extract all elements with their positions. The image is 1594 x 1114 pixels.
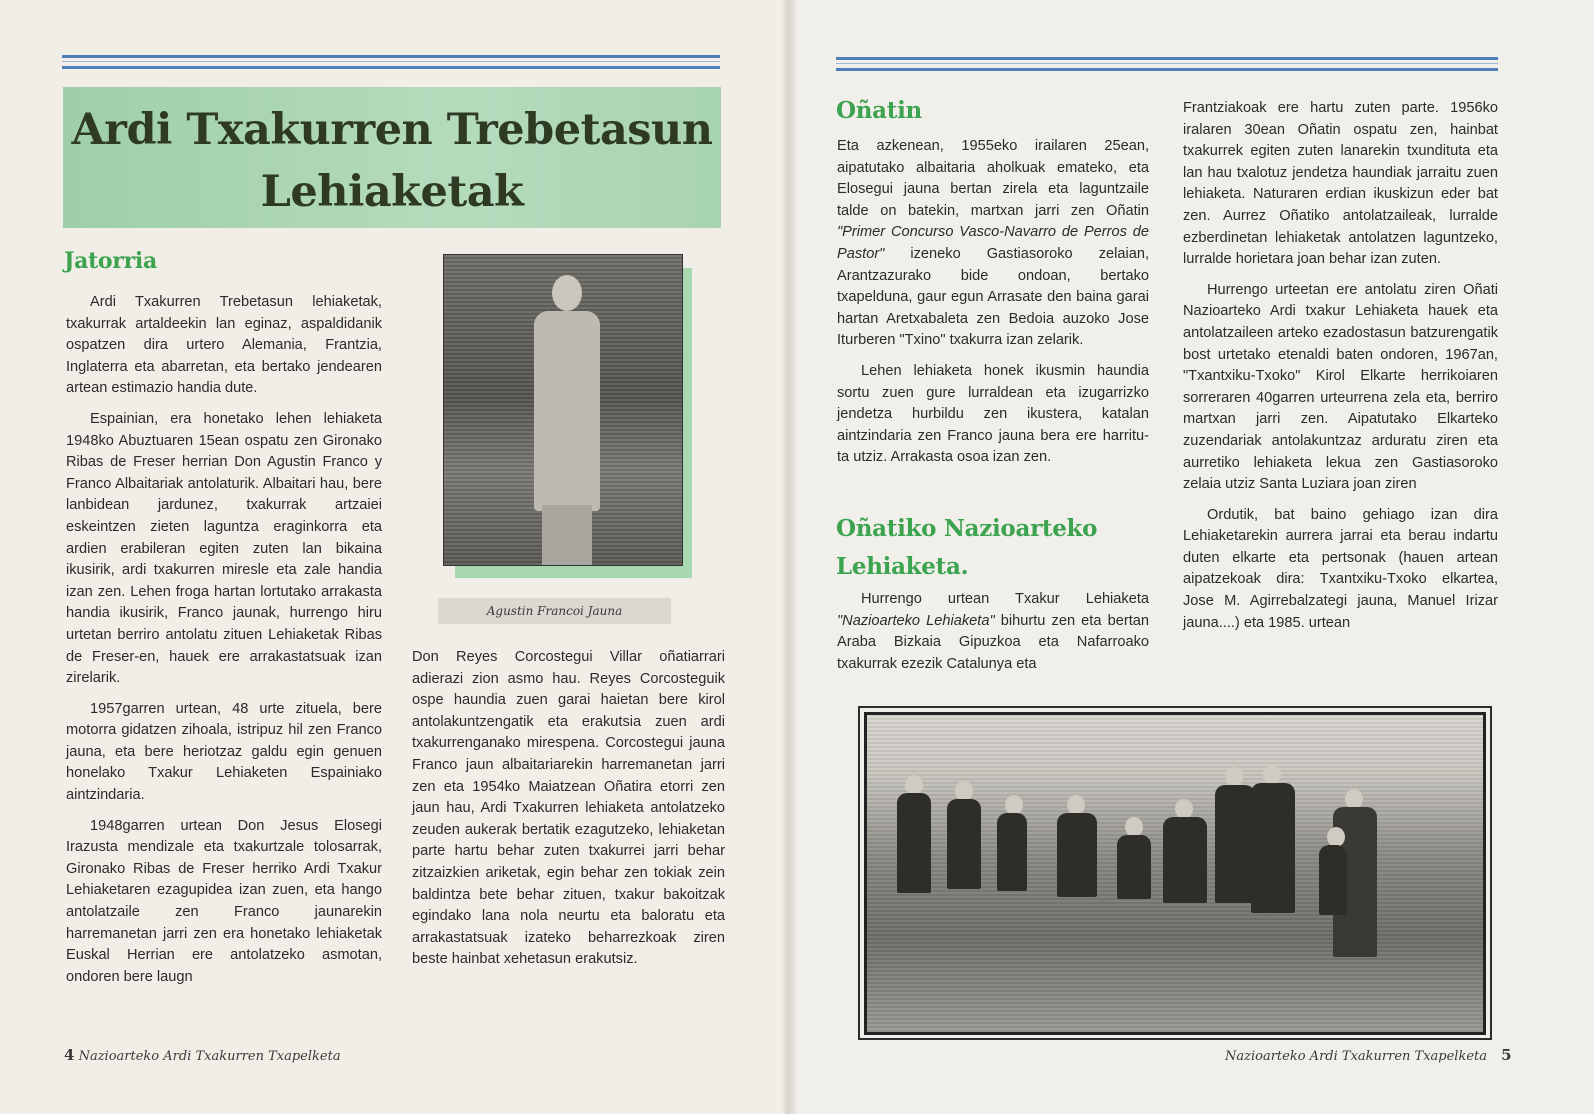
title-box [63,87,721,228]
paragraph: Ordutik, bat baino gehiago izan dira Lehiaketarekin aurrera jarrai eta berau indartu duten elkarte eta pertsonak (hauen artean aipatzekoak dira: Txantxiku-Txoko elkartea, Jose M. Agirrebalzategi jauna, Manuel Irizar jauna....) eta 1985. urtean [1183,506,1498,631]
paragraph: Espainian, era honetako lehen lehiaketa 1948ko Abuztuaren 15ean ospatu zen Gironako Ribas de Freser herrian Don Agustin Franco y Franco Albaitariak antolaturik. Albaitari hau, bere lanbidean jardunez, txakurrak artzaiei eskeintzen zieten laguntza eraginkorra eta ardien erabileran egiten zuten lan bikaina ikusirik, ardi txakurren miresle eta zale handia izan zen. Lehen froga hartan lortutako arrakasta handia ikusirik, Franco jaunak, hurrengo hiru urtetan berriro antolatu zituen Lehiaketak Ribas de Freser-en, hauek ere arrakastatsuak izan zirelarik. [66,410,382,687]
section-heading-jatorria: Jatorria [64,248,157,274]
page-number: 4 [64,1046,75,1064]
page-number: 5 [1501,1046,1512,1064]
paragraph: Eta azkenean, 1955eko irailaren 25ean, aipatutako albaitaria aholkuak emateko, eta Elosegui jauna bertan zirela eta laguntzaile talde on batekin, martxan jarri zen Oñatin "Primer Concurso Vasco-Navarro de Perros de Pastor" izeneko Gastiasoroko zelaian, Arantzazurako bide ondoan, bertako txapelduna, gaur egun Arrasate den baina garai hartan Aretxabaleta zen Bedoia auzoko Jose Iturberen "Txino" txakurra izan zelarik. [837,138,1149,349]
right-column-2 [1183,98,1498,643]
paragraph: Don Reyes Corcostegui Villar oñatiarrari adierazi zion asmo hau. Reyes Corcosteguik ospe haundia zuen garai haietan bere kirol antolakuntzengatik eta erakutsia zuen ardi txakurrenganako mirespena. Corcostegui jauna Franco jaun albaitariarekin harremanetan jarri zen eta 1954ko Maiatzean Oñatira etorri zen jaun hau, Ardi Txakurren lehiaketa antolatzeko zeuden aukerak bertatik ezagutzeko, lehiaketan parte hartu behar zuten txakurrei jarri behar zitzaizkien ariketak, egin behar zen tokiak zein baldintza bete behar zituen, txakur bakoitzak egindako lana nola neurtu eta baloratu eta arrakastatsuak izateko beharrezkoak ziren beste hainbat xehetasun erakutsiz. [412,649,725,968]
portrait-figure [530,275,604,565]
right-column-1b [837,589,1149,684]
right-column-1 [837,136,1149,478]
paragraph: Ardi Txakurren Trebetasun lehiaketak, txakurrak artaldeekin lan eginaz, aspaldidanik ospatzen dira urtero Alemania, Frantzia, Inglaterra eta abarretan, eta bertako jendearen artean estimazio handia dute. [66,294,382,397]
page-spine [782,0,796,1114]
paragraph: 1948garren urtean Don Jesus Elosegi Irazusta mendizale eta txakurtzale tolosarrak, Gironako Ribas de Freser herriko Ardi Txakur Lehiaketaren ezagupidea izan zuen, eta hango antolatzaile zen Franco jaunarekin harremanetan jarri zen era honetako lehiaketak Euskal Herrian ere antolatzeko asmotan, ondoren bere laugn [66,817,382,985]
portrait-photo [443,254,683,566]
footer-right [1225,1046,1512,1064]
paragraph: Lehen lehiaketa honek ikusmin haundia sortu zuen gure lurraldean eta izugarrizko jendetza hurbildu zen ikustera, katalan aintzindaria zen Franco jauna bera ere harritu-ta utziz. Arrakasta osoa izan zen. [837,362,1149,466]
paragraph: Frantziakoak ere hartu zuten parte. 1956ko iralaren 30ean Oñatin ospatu zen, hainbat txakurrek egiten zuten lanarekin txundituta eta lan hau txalotuz jendetza haundiak jarraitu zuen lehiaketa. Naturaren erdian ikuskizun eder bat zen. Aurrez Oñatiko antolatzaileak, lurralde ezberdinetan lehiaketak antolatzen laguntzeko, lurralde horietara joan behar izan zuten. [1183,100,1498,268]
paragraph: Hurrengo urteetan ere antolatu ziren Oñati Nazioarteko Ardi txakur Lehiaketa hauek eta antolatzaileen arteko ezadostasun batzurengatik bost urtetako etenaldi baten ondoren, 1967an, "Txantxiku-Txoko" Kirol Elkarte herrikoiaren sorreraren 40garren urteurrena zela eta, berriro martxan jarri zen. Aipatutako Elkarteko zuzendariak antolakuntzaz arduratu ziren eta aurretiko lehiaketa lekua zen Gastiasoroko zelaia utziz Santa Luziara joan ziren [1183,281,1498,493]
paragraph: 1957garren urtean, 48 urte zituela, bere motorra gidatzen zihoala, istripuz hil zen Franco jauna, eta bere heriotzaz galdu egin genuen honelako Txakur Lehiaketen Espainiako aintzindaria. [66,700,382,804]
left-column-2 [412,647,725,980]
photo-caption: Agustin Francoi Jauna [438,598,671,624]
footer-text: Nazioarteko Ardi Txakurren Txapelketa [1225,1049,1487,1064]
top-rule-right [836,57,1498,71]
footer-text: Nazioarteko Ardi Txakurren Txapelketa [78,1049,341,1064]
group-photo [864,712,1486,1035]
section-heading-nazioarteko: Oñatiko Nazioarteko Lehiaketa. [836,515,1098,580]
footer-left [64,1046,341,1064]
page-title: Ardi Txakurren Trebetasun Lehiaketak [71,105,713,217]
top-rule-left [62,55,720,69]
section-heading-onatin: Oñatin [836,97,922,124]
left-column-1 [66,292,382,997]
paragraph: Hurrengo urtean Txakur Lehiaketa "Nazioarteko Lehiaketa" bihurtu zen eta bertan Araba Bizkaia Gipuzkoa eta Nafarroako txakurrak ezezik Catalunya eta [837,591,1149,672]
